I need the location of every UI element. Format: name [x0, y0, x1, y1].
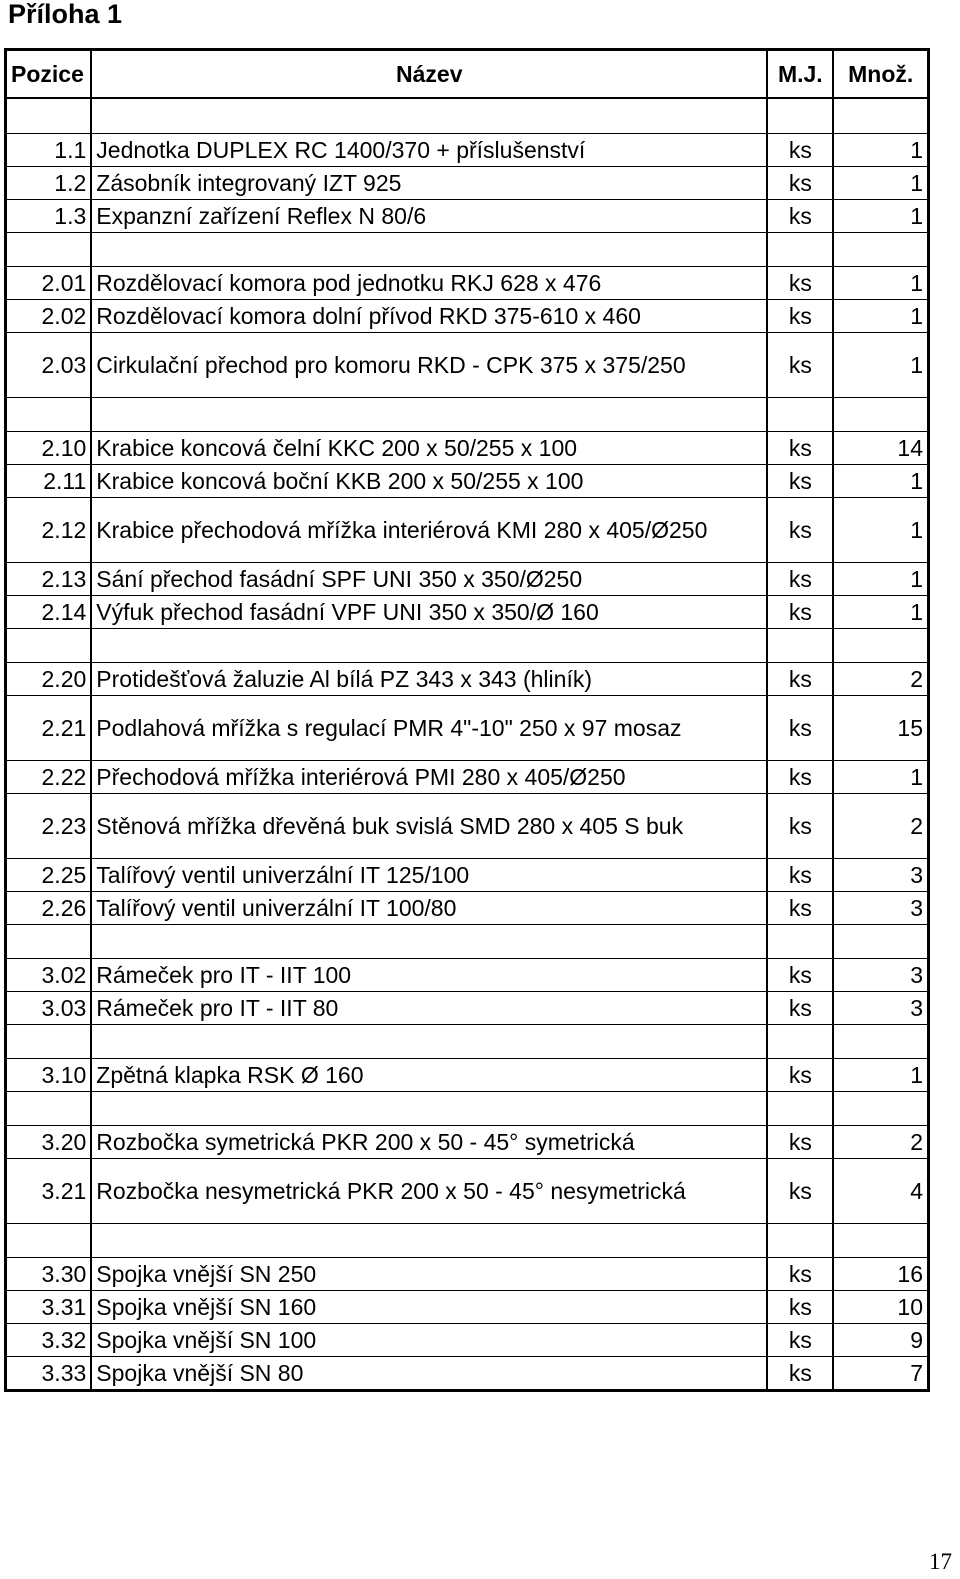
row-position: 3.03 [6, 992, 92, 1025]
row-position: 2.22 [6, 761, 92, 794]
row-unit: ks [767, 267, 833, 300]
row-unit: ks [767, 333, 833, 398]
empty-cell [767, 98, 833, 134]
table-row [6, 959, 929, 992]
empty-cell [6, 233, 92, 267]
row-name: Jednotka DUPLEX RC 1400/370 + příslušenství [91, 134, 767, 167]
row-quantity: 4 [833, 1159, 928, 1224]
empty-cell [833, 1092, 928, 1126]
table-body [6, 98, 929, 1391]
table-row [6, 761, 929, 794]
empty-cell [767, 233, 833, 267]
table-row [6, 892, 929, 925]
row-position: 3.21 [6, 1159, 92, 1224]
row-position: 2.14 [6, 596, 92, 629]
row-name: Zpětná klapka RSK Ø 160 [91, 1059, 767, 1092]
empty-cell [91, 1025, 767, 1059]
empty-cell [91, 98, 767, 134]
table-row [6, 1324, 929, 1357]
row-unit: ks [767, 1126, 833, 1159]
header-mnozstvi: Množ. [833, 50, 928, 99]
row-unit: ks [767, 992, 833, 1025]
row-name: Rozdělovací komora dolní přívod RKD 375-610 x 460 [91, 300, 767, 333]
empty-cell [91, 1092, 767, 1126]
table-row [6, 1159, 929, 1224]
row-unit: ks [767, 761, 833, 794]
page-number: 17 [929, 1549, 952, 1574]
row-position: 3.31 [6, 1291, 92, 1324]
empty-cell [767, 1224, 833, 1258]
empty-cell [91, 925, 767, 959]
row-quantity: 3 [833, 992, 928, 1025]
row-name: Protidešťová žaluzie Al bílá PZ 343 x 343 (hliník) [91, 663, 767, 696]
row-name: Cirkulační přechod pro komoru RKD - CPK 375 x 375/250 [91, 333, 767, 398]
row-position: 2.10 [6, 432, 92, 465]
row-unit: ks [767, 859, 833, 892]
empty-cell [833, 1224, 928, 1258]
row-name: Spojka vnější SN 160 [91, 1291, 767, 1324]
items-table [4, 48, 930, 1392]
table-row [6, 432, 929, 465]
empty-cell [767, 1025, 833, 1059]
spacer-row [6, 233, 929, 267]
table-row [6, 167, 929, 200]
page-title: Příloha 1 [8, 0, 123, 29]
row-unit: ks [767, 432, 833, 465]
row-quantity: 1 [833, 761, 928, 794]
row-unit: ks [767, 167, 833, 200]
row-unit: ks [767, 563, 833, 596]
row-name: Expanzní zařízení Reflex N 80/6 [91, 200, 767, 233]
empty-cell [767, 1092, 833, 1126]
row-name: Spojka vnější SN 80 [91, 1357, 767, 1391]
row-position: 2.01 [6, 267, 92, 300]
table-row [6, 563, 929, 596]
row-name: Rozbočka nesymetrická PKR 200 x 50 - 45° nesymetrická [91, 1159, 767, 1224]
row-quantity: 1 [833, 333, 928, 398]
empty-cell [833, 629, 928, 663]
row-quantity: 1 [833, 563, 928, 596]
table-row [6, 300, 929, 333]
row-quantity: 1 [833, 134, 928, 167]
row-unit: ks [767, 1059, 833, 1092]
row-position: 2.02 [6, 300, 92, 333]
empty-cell [6, 1224, 92, 1258]
row-unit: ks [767, 200, 833, 233]
row-position: 2.13 [6, 563, 92, 596]
row-position: 3.20 [6, 1126, 92, 1159]
row-position: 2.11 [6, 465, 92, 498]
row-quantity: 1 [833, 267, 928, 300]
empty-cell [91, 233, 767, 267]
row-quantity: 3 [833, 859, 928, 892]
row-position: 2.20 [6, 663, 92, 696]
row-name: Talířový ventil univerzální IT 125/100 [91, 859, 767, 892]
row-unit: ks [767, 959, 833, 992]
row-quantity: 1 [833, 596, 928, 629]
row-unit: ks [767, 134, 833, 167]
table-row [6, 333, 929, 398]
row-quantity: 1 [833, 200, 928, 233]
spacer-row [6, 1224, 929, 1258]
row-name: Zásobník integrovaný IZT 925 [91, 167, 767, 200]
table-row [6, 696, 929, 761]
row-quantity: 2 [833, 794, 928, 859]
empty-cell [833, 925, 928, 959]
table-row [6, 794, 929, 859]
spacer-row [6, 925, 929, 959]
table-row [6, 663, 929, 696]
table-row [6, 1258, 929, 1291]
row-position: 2.12 [6, 498, 92, 563]
row-position: 3.02 [6, 959, 92, 992]
row-quantity: 3 [833, 959, 928, 992]
row-unit: ks [767, 794, 833, 859]
row-unit: ks [767, 1324, 833, 1357]
empty-cell [833, 98, 928, 134]
table-row [6, 992, 929, 1025]
row-position: 3.33 [6, 1357, 92, 1391]
empty-cell [833, 398, 928, 432]
row-quantity: 9 [833, 1324, 928, 1357]
row-name: Rámeček pro IT - IIT 80 [91, 992, 767, 1025]
row-unit: ks [767, 465, 833, 498]
row-name: Rozdělovací komora pod jednotku RKJ 628 x 476 [91, 267, 767, 300]
row-name: Spojka vnější SN 100 [91, 1324, 767, 1357]
spacer-row [6, 1092, 929, 1126]
header-nazev: Název [91, 50, 767, 99]
row-unit: ks [767, 596, 833, 629]
row-name: Rozbočka symetrická PKR 200 x 50 - 45° symetrická [91, 1126, 767, 1159]
table-row [6, 1357, 929, 1391]
row-unit: ks [767, 498, 833, 563]
row-quantity: 2 [833, 663, 928, 696]
row-name: Krabice koncová boční KKB 200 x 50/255 x 100 [91, 465, 767, 498]
table-row [6, 859, 929, 892]
row-position: 2.25 [6, 859, 92, 892]
row-name: Přechodová mřížka interiérová PMI 280 x 405/Ø250 [91, 761, 767, 794]
spacer-row [6, 1025, 929, 1059]
row-unit: ks [767, 300, 833, 333]
table-row [6, 267, 929, 300]
row-unit: ks [767, 1258, 833, 1291]
row-position: 1.1 [6, 134, 92, 167]
row-position: 1.2 [6, 167, 92, 200]
empty-cell [833, 233, 928, 267]
row-name: Spojka vnější SN 250 [91, 1258, 767, 1291]
row-name: Sání přechod fasádní SPF UNI 350 x 350/Ø250 [91, 563, 767, 596]
table-row [6, 498, 929, 563]
row-position: 2.26 [6, 892, 92, 925]
row-unit: ks [767, 1291, 833, 1324]
header-pozice: Pozice [6, 50, 92, 99]
empty-cell [91, 398, 767, 432]
empty-cell [6, 1092, 92, 1126]
row-unit: ks [767, 892, 833, 925]
empty-cell [833, 1025, 928, 1059]
row-position: 3.10 [6, 1059, 92, 1092]
empty-cell [767, 925, 833, 959]
table-row [6, 1059, 929, 1092]
header-mj: M.J. [767, 50, 833, 99]
row-unit: ks [767, 663, 833, 696]
empty-cell [6, 925, 92, 959]
table-row [6, 1126, 929, 1159]
row-position: 3.30 [6, 1258, 92, 1291]
empty-cell [6, 1025, 92, 1059]
row-quantity: 1 [833, 300, 928, 333]
row-position: 2.03 [6, 333, 92, 398]
row-name: Talířový ventil univerzální IT 100/80 [91, 892, 767, 925]
empty-cell [91, 1224, 767, 1258]
row-position: 1.3 [6, 200, 92, 233]
row-position: 2.23 [6, 794, 92, 859]
empty-cell [6, 629, 92, 663]
row-position: 2.21 [6, 696, 92, 761]
empty-cell [767, 398, 833, 432]
table-row [6, 465, 929, 498]
row-name: Krabice koncová čelní KKC 200 x 50/255 x 100 [91, 432, 767, 465]
empty-cell [767, 629, 833, 663]
row-quantity: 14 [833, 432, 928, 465]
row-quantity: 2 [833, 1126, 928, 1159]
row-quantity: 15 [833, 696, 928, 761]
table-header-row [6, 50, 929, 99]
row-quantity: 1 [833, 498, 928, 563]
spacer-row [6, 98, 929, 134]
table-row [6, 596, 929, 629]
row-quantity: 16 [833, 1258, 928, 1291]
spacer-row [6, 398, 929, 432]
table-row [6, 134, 929, 167]
empty-cell [6, 398, 92, 432]
row-name: Rámeček pro IT - IIT 100 [91, 959, 767, 992]
table-row [6, 200, 929, 233]
row-quantity: 10 [833, 1291, 928, 1324]
row-position: 3.32 [6, 1324, 92, 1357]
empty-cell [6, 98, 92, 134]
row-quantity: 7 [833, 1357, 928, 1391]
row-name: Výfuk přechod fasádní VPF UNI 350 x 350/Ø 160 [91, 596, 767, 629]
spacer-row [6, 629, 929, 663]
row-quantity: 3 [833, 892, 928, 925]
row-name: Podlahová mřížka s regulací PMR 4"-10" 250 x 97 mosaz [91, 696, 767, 761]
row-unit: ks [767, 1159, 833, 1224]
row-name: Krabice přechodová mřížka interiérová KMI 280 x 405/Ø250 [91, 498, 767, 563]
table-row [6, 1291, 929, 1324]
row-quantity: 1 [833, 167, 928, 200]
empty-cell [91, 629, 767, 663]
row-quantity: 1 [833, 1059, 928, 1092]
row-name: Stěnová mřížka dřevěná buk svislá SMD 280 x 405 S buk [91, 794, 767, 859]
row-quantity: 1 [833, 465, 928, 498]
row-unit: ks [767, 1357, 833, 1391]
row-unit: ks [767, 696, 833, 761]
